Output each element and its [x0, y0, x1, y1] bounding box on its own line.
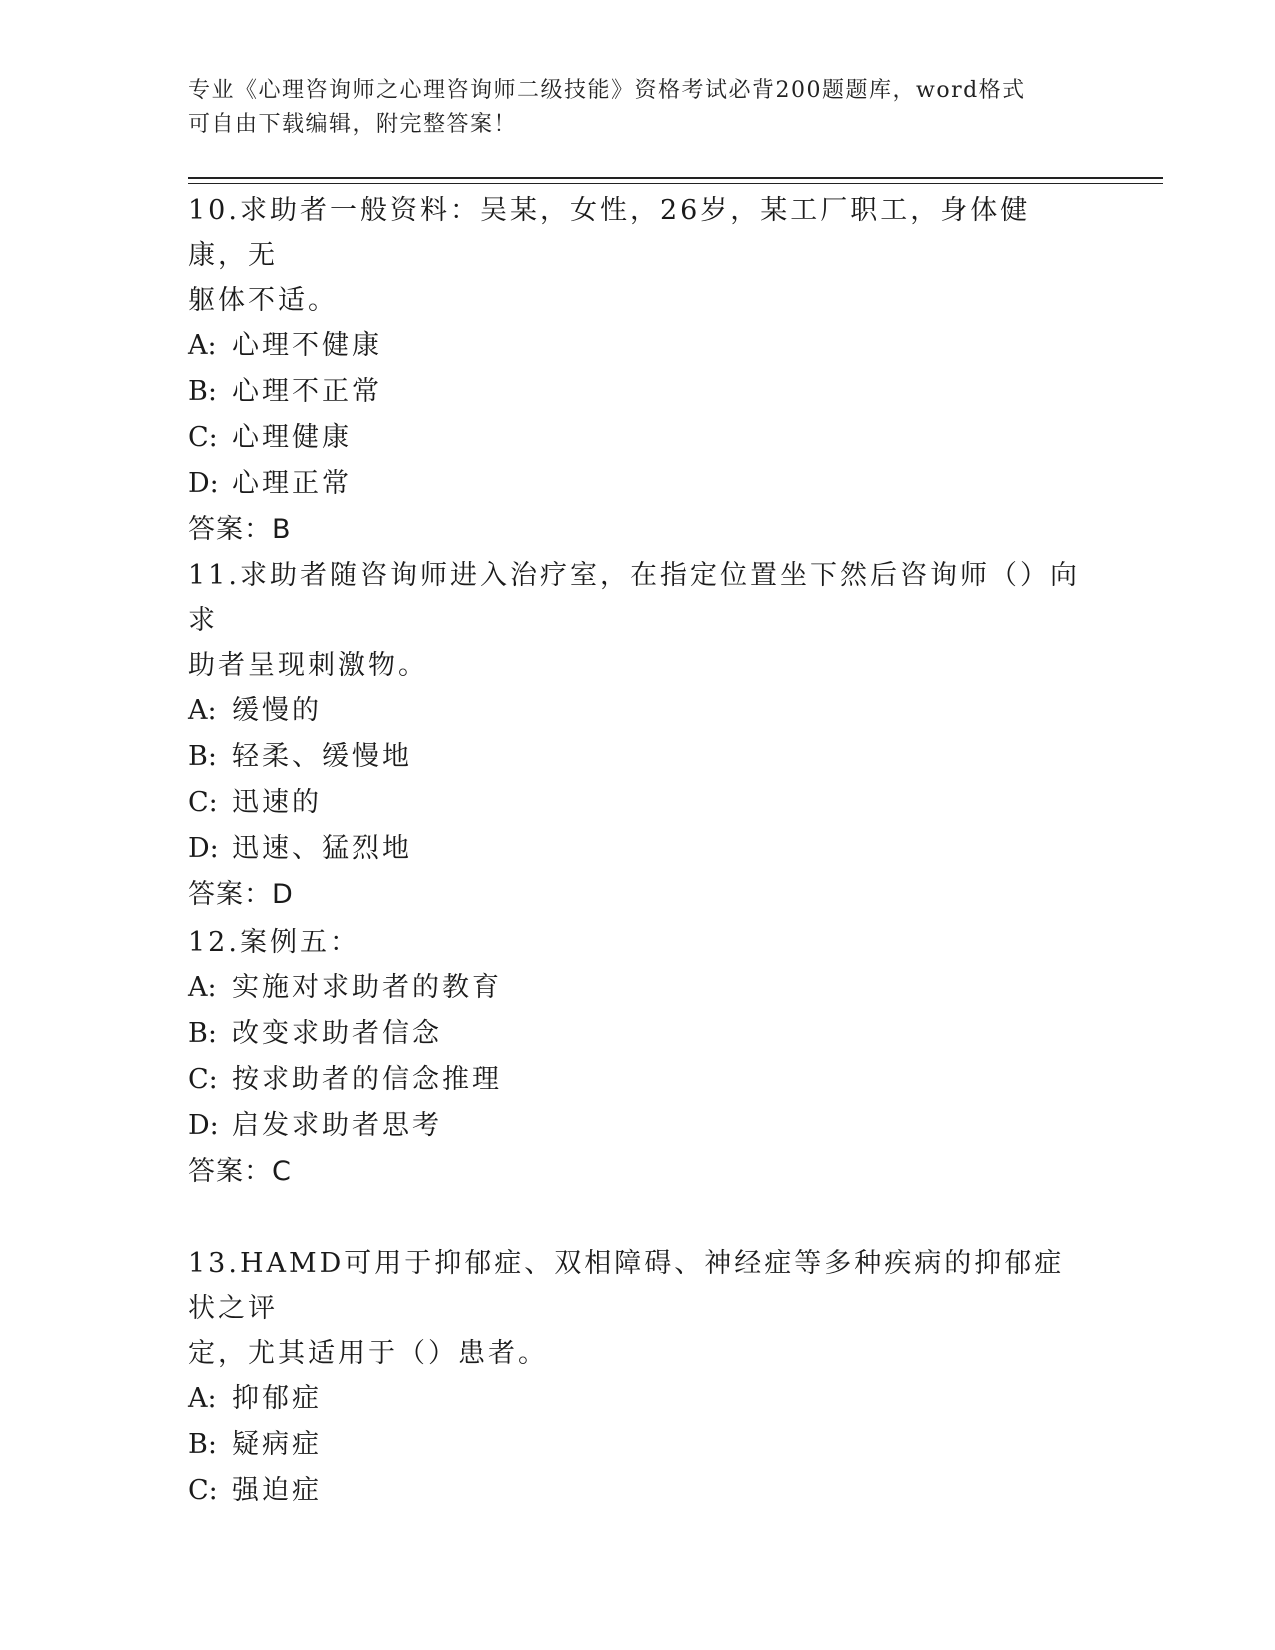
option-letter: A: [188, 1383, 217, 1414]
question-stem-line: 10.求助者一般资料：吴某，女性，26岁，某工厂职工，身体健康，无 [188, 195, 1031, 271]
option-text: 迅速的 [232, 787, 322, 818]
option-text: 改变求助者信念 [232, 1018, 442, 1049]
option-text: 心理不正常 [232, 376, 382, 407]
option-b [188, 369, 1088, 415]
option-text: 疑病症 [232, 1429, 322, 1460]
option-letter: B: [188, 1429, 217, 1460]
option-c [188, 780, 1088, 826]
option-letter: A: [188, 330, 217, 361]
option-b [188, 1422, 1088, 1468]
option-c [188, 415, 1088, 461]
option-a [188, 1376, 1088, 1422]
option-letter: A: [188, 972, 217, 1003]
answer-label: 答案：B [188, 514, 292, 545]
option-text: 抑郁症 [232, 1383, 322, 1414]
option-letter: C: [188, 1064, 218, 1095]
option-letter: D: [188, 468, 219, 499]
question-stem-line: 13.HAMD可用于抑郁症、双相障碍、神经症等多种疾病的抑郁症状之评 [188, 1248, 1065, 1324]
question-11 [188, 553, 1088, 918]
header-title-line-2: 可自由下载编辑，附完整答案！ [188, 112, 518, 137]
option-d [188, 826, 1088, 872]
option-d [188, 1103, 1088, 1149]
option-c [188, 1057, 1088, 1103]
option-text: 启发求助者思考 [232, 1110, 442, 1141]
option-text: 按求助者的信念推理 [232, 1064, 502, 1095]
option-b [188, 734, 1088, 780]
answer-label: 答案：C [188, 1156, 292, 1187]
option-text: 强迫症 [232, 1475, 322, 1506]
question-12 [188, 920, 1088, 1195]
option-a [188, 323, 1088, 369]
option-text: 心理健康 [232, 422, 352, 453]
option-c [188, 1468, 1088, 1514]
question-10 [188, 188, 1088, 553]
option-b [188, 1011, 1088, 1057]
option-letter: C: [188, 1475, 218, 1506]
answer-label: 答案：D [188, 879, 294, 910]
header-divider-thin [188, 183, 1163, 184]
header-title-line-1: 专业《心理咨询师之心理咨询师二级技能》资格考试必背200题题库，word格式 [188, 78, 1026, 103]
option-letter: B: [188, 741, 217, 772]
option-letter: D: [188, 1110, 219, 1141]
option-letter: C: [188, 422, 218, 453]
document-header [188, 74, 1088, 142]
option-a [188, 965, 1088, 1011]
option-a [188, 688, 1088, 734]
option-letter: C: [188, 787, 218, 818]
option-text: 实施对求助者的教育 [232, 972, 502, 1003]
option-text: 心理不健康 [232, 330, 382, 361]
question-stem-line: 11.求助者随咨询师进入治疗室，在指定位置坐下然后咨询师（）向求 [188, 560, 1080, 636]
option-text: 心理正常 [232, 468, 352, 499]
option-letter: A: [188, 695, 217, 726]
question-stem-line: 助者呈现刺激物。 [188, 650, 428, 681]
option-letter: B: [188, 376, 217, 407]
option-text: 缓慢的 [232, 695, 322, 726]
header-divider-thick [188, 177, 1163, 179]
option-letter: D: [188, 833, 219, 864]
question-stem-line: 定，尤其适用于（）患者。 [188, 1338, 548, 1369]
option-letter: B: [188, 1018, 217, 1049]
option-text: 轻柔、缓慢地 [232, 741, 412, 772]
question-stem-line: 12.案例五： [188, 927, 360, 958]
option-d [188, 461, 1088, 507]
question-stem-line: 躯体不适。 [188, 285, 338, 316]
option-text: 迅速、猛烈地 [232, 833, 412, 864]
question-13 [188, 1241, 1088, 1514]
